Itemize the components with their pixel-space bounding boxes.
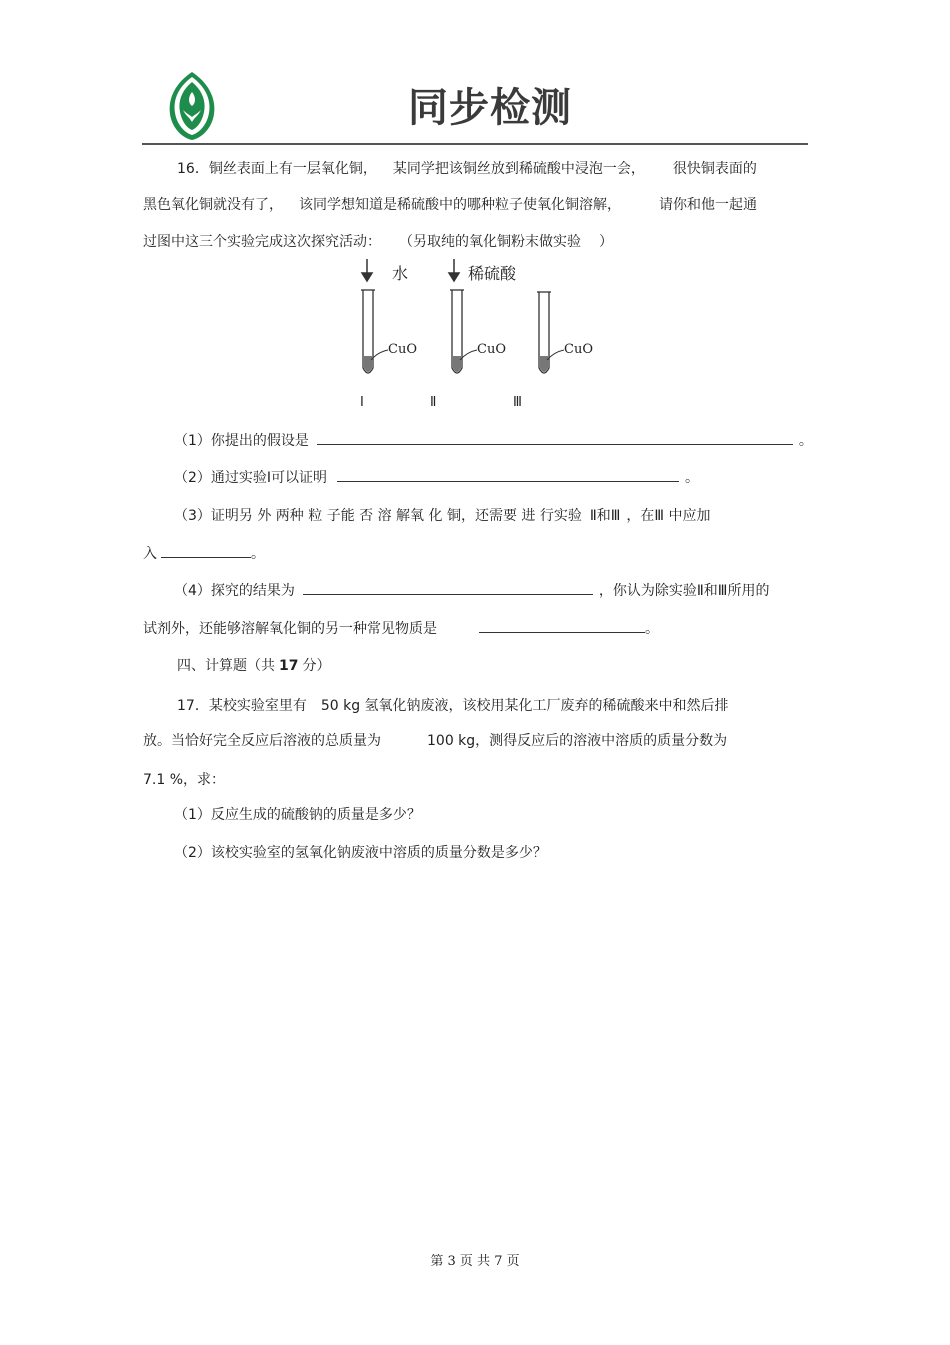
q16-part2-end: 。 (685, 470, 700, 486)
q16-line1-a: 16．铜丝表面上有一层氧化铜， (177, 161, 377, 177)
q16-part4-b: ，你认为除实验Ⅱ和Ⅲ所用的 (598, 583, 770, 599)
test-tube-figure (340, 256, 630, 416)
q16-line2-c: 请你和他一起通 (659, 197, 757, 213)
label-cuo-3: CuO (564, 342, 593, 357)
arrow-acid-icon (449, 259, 459, 281)
section-score: 17 (279, 658, 299, 674)
q16-line3-a: 过图中这三个实验完成这次探究活动： (143, 234, 381, 250)
q16-line1-b: 某同学把该铜丝放到稀硫酸中浸泡一会， (392, 161, 645, 177)
q16-part1-text: （1）你提出的假设是 (174, 433, 309, 449)
page-title: 同步检测 (408, 85, 572, 131)
q16-part3-line2-text: 入 (143, 546, 157, 562)
q17-line2-a: 放。当恰好完全反应后溶液的总质量为 (143, 733, 381, 749)
q17-line2-b: 100 kg，测得反应后的溶液中溶质的质量分数为 (427, 733, 728, 749)
answer-blank-4[interactable] (303, 580, 593, 595)
tube-label-1: Ⅰ (360, 395, 364, 410)
answer-blank-2[interactable] (337, 467, 679, 482)
tube-label-3: Ⅲ (513, 395, 522, 410)
label-water: 水 (392, 264, 409, 283)
q16-line3-b: （另取纯的氧化铜粉末做实验 (399, 234, 581, 250)
q16-part4-line2 (143, 618, 659, 638)
q17-line1 (177, 695, 729, 715)
q16-part3-c: ，在Ⅲ 中应加 (626, 508, 711, 524)
q16-line3 (143, 231, 613, 251)
q16-part4-line1 (174, 580, 769, 600)
q16-part3-line1 (174, 505, 711, 525)
q16-part3-b: Ⅱ和Ⅲ (589, 508, 621, 524)
q16-part3-end: 。 (251, 546, 265, 562)
q16-line2-b: 该同学想知道是稀硫酸中的哪种粒子使氧化铜溶解， (299, 197, 621, 213)
answer-blank-3[interactable] (161, 543, 251, 558)
q16-part1 (174, 430, 813, 450)
arrow-water-icon (362, 259, 372, 281)
q17-line1-b: 50 kg 氢氧化钠废液，该校用某化工厂废弃的稀硫酸来中和然后排 (320, 698, 729, 714)
header-divider (142, 143, 808, 145)
q16-part2 (174, 467, 699, 487)
section-heading (177, 655, 330, 675)
leaf-hands-logo-icon (166, 70, 218, 142)
q16-line3-c: ） (599, 234, 613, 250)
q16-part4-end: 。 (645, 621, 659, 637)
q17-line1-a: 17．某校实验室里有 (177, 698, 307, 714)
q16-line1 (177, 158, 757, 178)
q16-line1-c: 很快铜表面的 (672, 161, 757, 177)
page-number: 第 3 页 共 7 页 (430, 1254, 520, 1269)
section-heading-a: 四、计算题（共 (177, 658, 275, 674)
q16-part4-a: （4）探究的结果为 (174, 583, 295, 599)
label-cuo-2: CuO (477, 342, 506, 357)
q16-part3-line2 (143, 543, 265, 563)
q17-part1: （1）反应生成的硫酸钠的质量是多少？ (174, 807, 421, 823)
q16-part2-text: （2）通过实验Ⅰ可以证明 (174, 470, 328, 486)
q16-part3-a: （3）证明另 外 两种 粒 子能 否 溶 解氧 化 铜，还需要 进 行实验 (174, 508, 582, 524)
label-acid: 稀硫酸 (468, 264, 517, 283)
q16-part1-end: 。 (798, 433, 813, 449)
tube-label-2: Ⅱ (430, 395, 437, 410)
answer-blank-5[interactable] (479, 618, 645, 633)
q16-part4-line2-text: 试剂外，还能够溶解氧化铜的另一种常见物质是 (143, 621, 437, 637)
q17-line2 (143, 730, 727, 750)
q16-line2-a: 黑色氧化铜就没有了， (143, 197, 283, 213)
answer-blank-1[interactable] (317, 430, 793, 445)
section-heading-b: 分） (302, 658, 331, 674)
q17-part2: （2）该校实验室的氢氧化钠废液中溶质的质量分数是多少？ (174, 845, 547, 861)
q16-line2 (143, 194, 757, 214)
q17-line3: 7.1 %，求： (143, 772, 226, 788)
label-cuo-1: CuO (388, 342, 417, 357)
